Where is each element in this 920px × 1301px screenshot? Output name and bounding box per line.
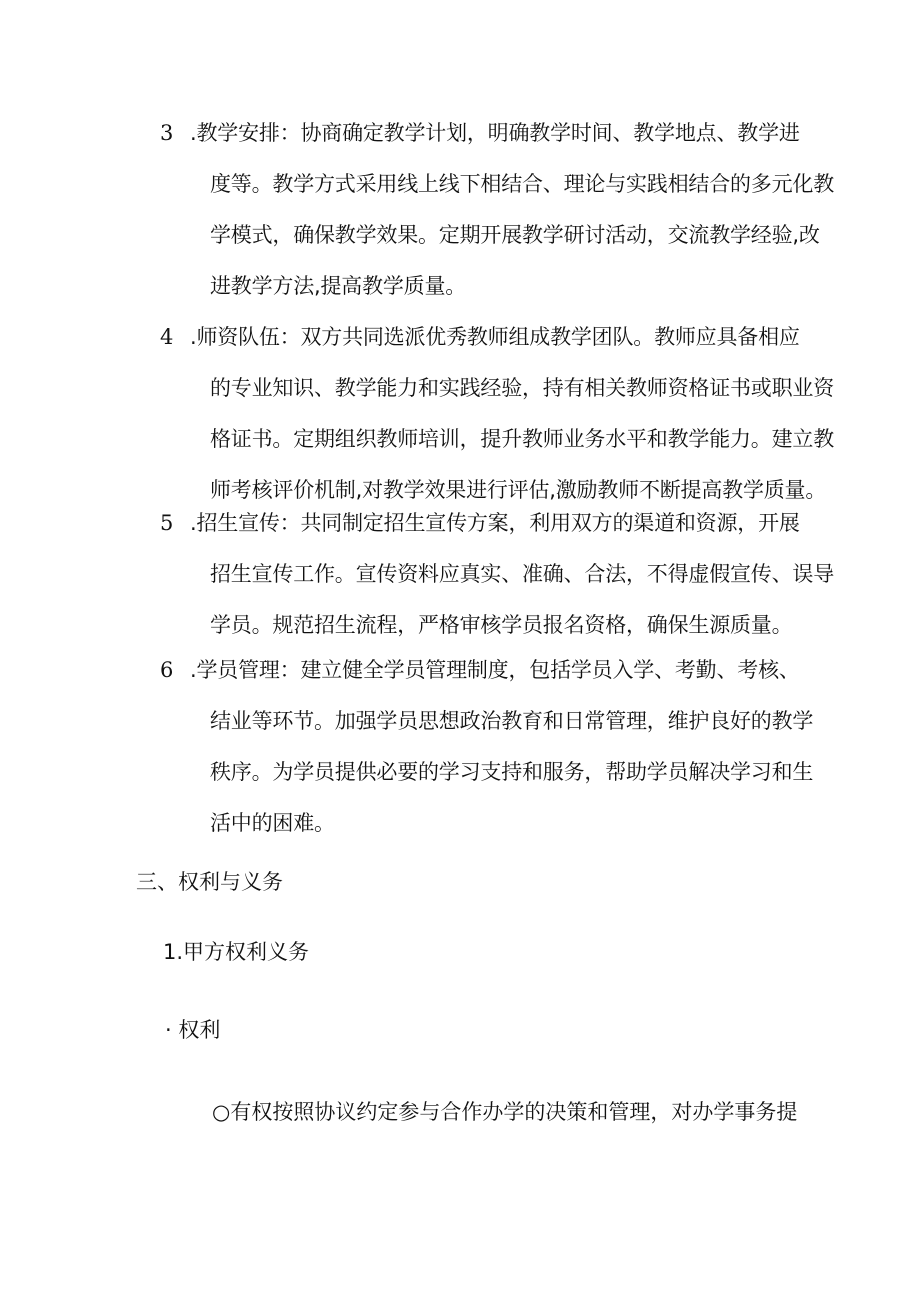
list-item-4 [160, 319, 834, 523]
item-line: .招生宣传：共同制定招生宣传方案，利用双方的渠道和资源，开展 [190, 511, 800, 535]
item-number: 4 [160, 325, 174, 349]
item-line: 招生宣传工作。宣传资料应真实、准确、合法，不得虚假宣传、误导 [210, 562, 834, 586]
item-line: .教学安排：协商确定教学计划，明确教学时间、教学地点、教学进 [190, 121, 800, 145]
item-line: 学员。规范招生流程，严格审核学员报名资格，确保生源质量。 [210, 613, 793, 637]
subsection-heading: 1.甲方权利义务 [163, 940, 310, 964]
item-line: 结业等环节。加强学员思想政治教育和日常管理，维护良好的教学 [210, 709, 814, 733]
item-line: 度等。教学方式采用线上线下相结合、理论与实践相结合的多元化教 [210, 172, 834, 196]
item-line: 秩序。为学员提供必要的学习支持和服务，帮助学员解决学习和生 [210, 760, 814, 784]
list-item-6 [160, 652, 814, 856]
item-number: 6 [160, 658, 174, 682]
bullet-heading: · 权利 [165, 1018, 221, 1042]
item-line: 学模式，确保教学效果。定期开展教学研讨活动，交流教学经验,改 [210, 223, 820, 247]
list-item-3 [160, 115, 834, 319]
item-line: 进教学方法,提高教学质量。 [210, 274, 467, 298]
item-number: 5 [160, 511, 174, 535]
item-number: 3 [160, 121, 174, 145]
sub-bullet-text: ○有权按照协议约定参与合作办学的决策和管理，对办学事务提 [212, 1100, 798, 1124]
item-line: .学员管理：建立健全学员管理制度，包括学员入学、考勤、考核、 [190, 658, 800, 682]
item-line: 活中的困难。 [210, 811, 335, 835]
item-line: .师资队伍：双方共同选派优秀教师组成教学团队。教师应具备相应 [190, 325, 800, 349]
item-line: 师考核评价机制,对教学效果进行评估,激励教师不断提高教学质量。 [210, 478, 827, 502]
item-line: 的专业知识、教学能力和实践经验，持有相关教师资格证书或职业资 [210, 376, 834, 400]
section-heading: 三、权利与义务 [136, 870, 283, 894]
item-line: 格证书。定期组织教师培训，提升教师业务水平和教学能力。建立教 [210, 427, 834, 451]
list-item-5 [160, 505, 834, 658]
